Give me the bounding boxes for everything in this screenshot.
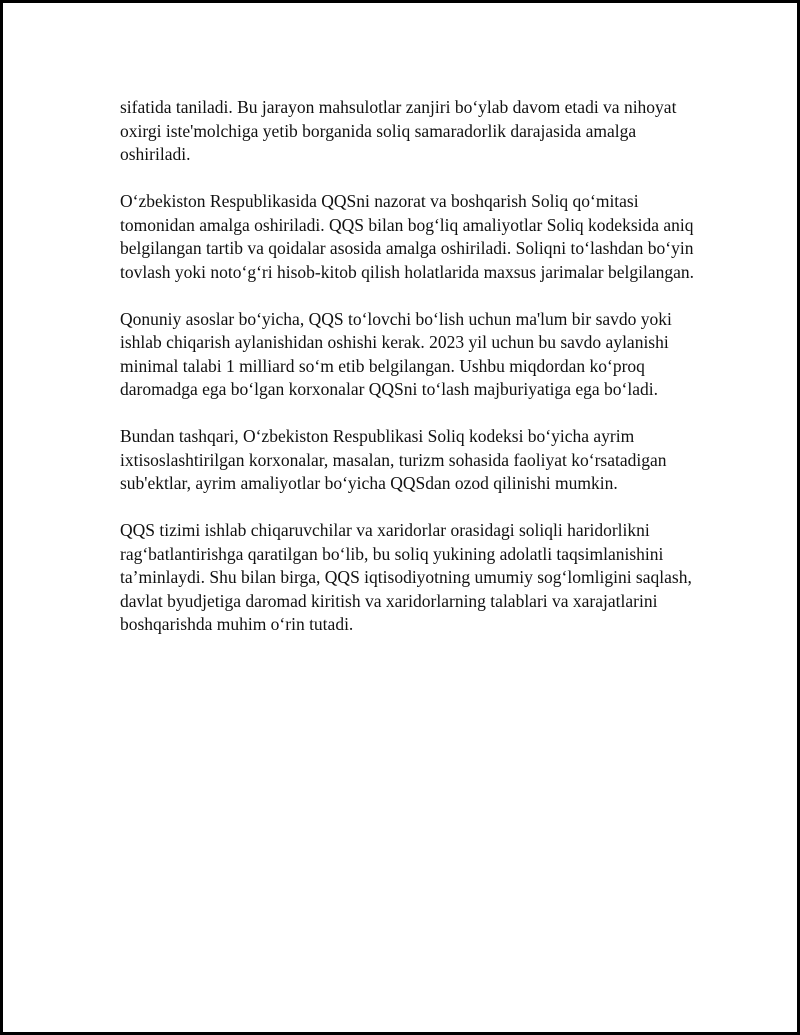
paragraph-3: Qonuniy asoslar bo‘yicha, QQS to‘lovchi bo‘lish uchun ma'lum bir savdo yoki ishlab chiqarish aylanishidan oshishi kerak. 2023 yil uchun bu savdo aylanishi minimal talabi 1 milliard so‘m etib belgilangan. Ushbu miqdordan ko‘proq daromadga ega bo‘lgan korxonalar QQSni to‘lash majburiyatiga ega bo‘ladi. <box>120 308 672 399</box>
paragraph-2: O‘zbekiston Respublikasida QQSni nazorat va boshqarish Soliq qo‘mitasi tomonidan amalga oshiriladi. QQS bilan bog‘liq amaliyotlar Soliq kodeksida aniq belgilangan tartib va qoidalar asosida amalga oshiriladi. Soliqni to‘lashdan bo‘yin tovlash yoki noto‘g‘ri hisob-kitob qilish holatlarida maxsus jarimalar belgilangan. <box>120 191 694 282</box>
paragraph-5: QQS tizimi ishlab chiqaruvchilar va xaridorlar orasidagi soliqli haridorlikni rag‘batlantirishga qaratilgan bo‘lib, bu soliq yukining adolatli taqsimlanishini ta’minlaydi. Shu bilan birga, QQS iqtisodiyotning umumiy sog‘lomligini saqlash, davlat byudjetiga daromad kiritish va xaridorlarning talablari va xarajatlarini boshqarishda muhim o‘rin tutadi. <box>120 520 692 634</box>
paragraph-4: Bundan tashqari, O‘zbekiston Respublikasi Soliq kodeksi bo‘yicha ayrim ixtisoslashtirilgan korxonalar, masalan, turizm sohasida faoliyat ko‘rsatadigan sub'ektlar, ayrim amaliyotlar bo‘yicha QQSdan ozod qilinishi mumkin. <box>120 426 667 493</box>
document-body <box>120 96 700 660</box>
paragraph-1: sifatida taniladi. Bu jarayon mahsulotlar zanjiri bo‘ylab davom etadi va nihoyat oxirgi iste'molchiga yetib borganida soliq samaradorlik darajasida amalga oshiriladi. <box>120 97 677 164</box>
